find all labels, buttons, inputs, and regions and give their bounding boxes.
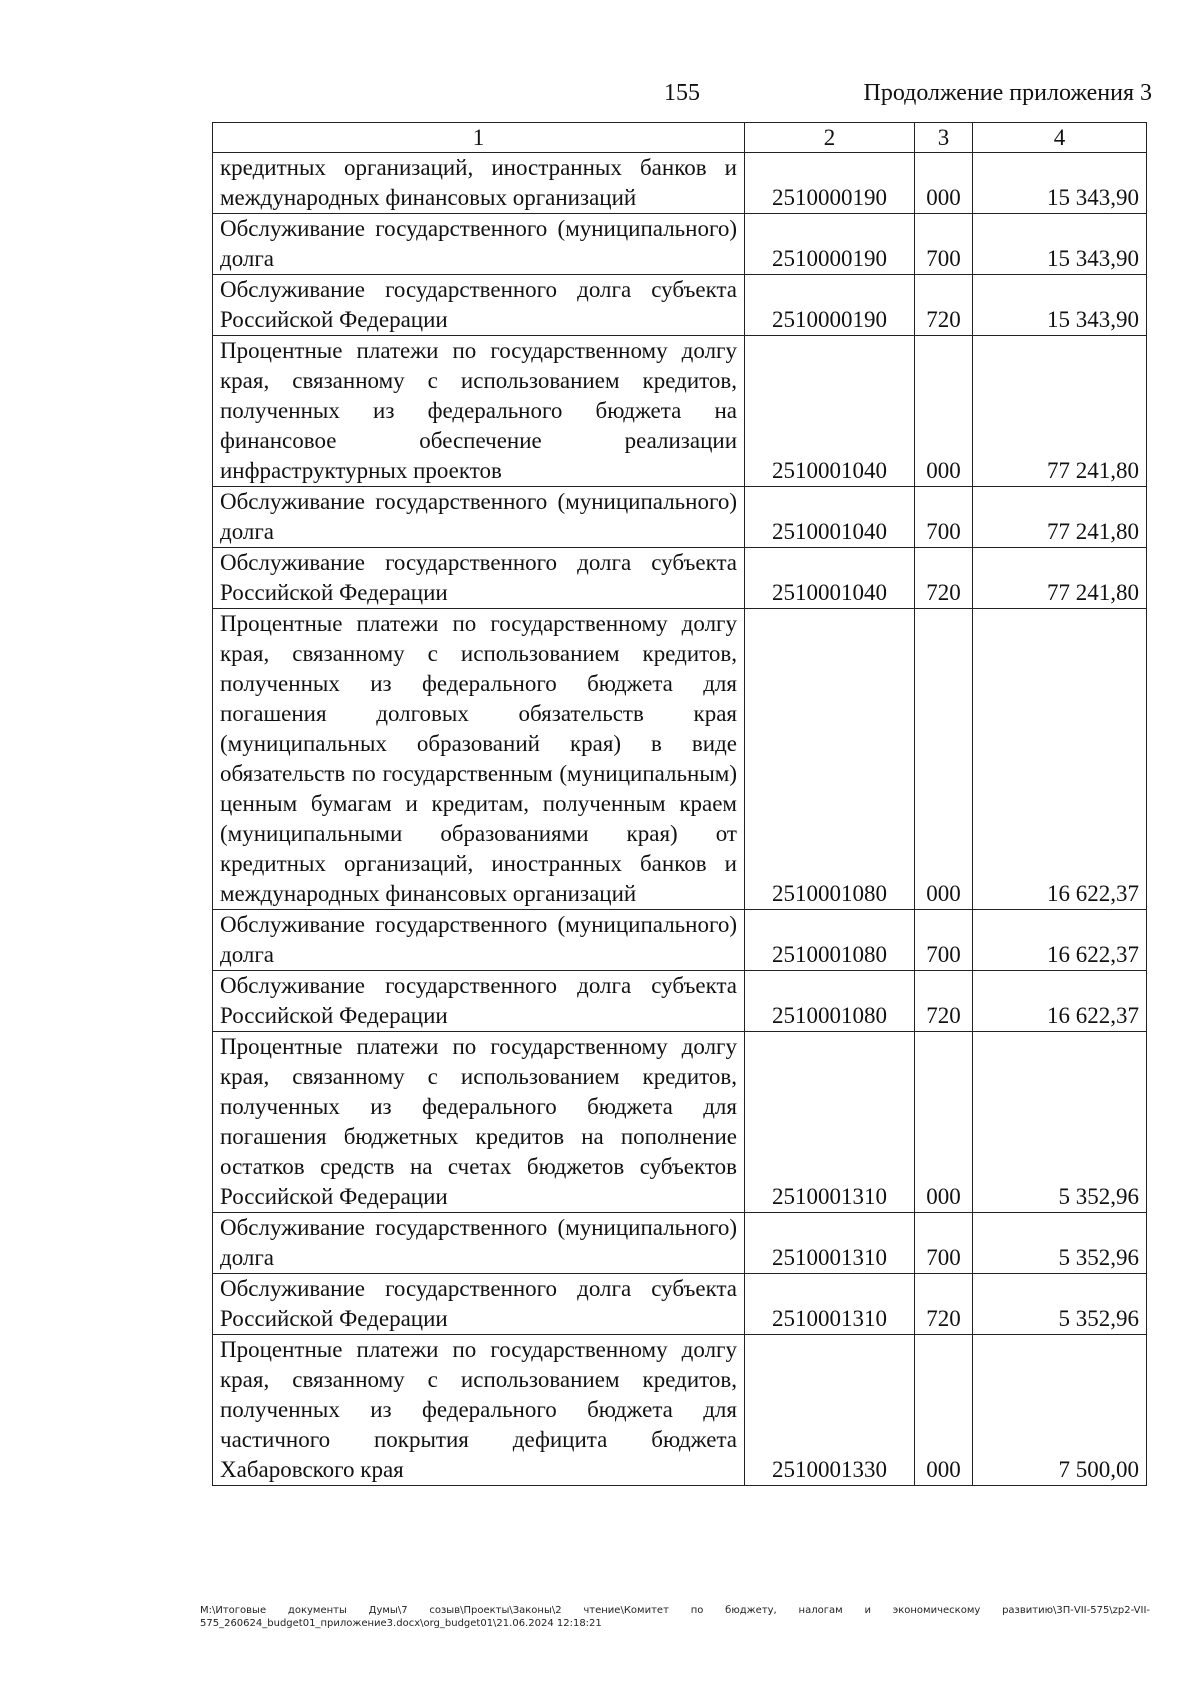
row-target-code: 2510001080 (745, 609, 915, 910)
row-description: Обслуживание государственного (муниципального) долга (213, 214, 745, 275)
row-target-code: 2510001310 (745, 1274, 915, 1335)
row-target-code: 2510001040 (745, 548, 915, 609)
row-expense-type: 720 (915, 1274, 973, 1335)
table-header (213, 123, 1147, 153)
row-target-code: 2510001080 (745, 910, 915, 971)
row-amount: 15 343,90 (973, 153, 1147, 214)
row-description: Процентные платежи по государственному долгу края, связанному с использованием кредитов, полученных из федерального бюджета для погашения бюджетных кредитов на пополнение остатков средств на счетах бюджетов субъектов Российской Федерации (213, 1032, 745, 1213)
row-expense-type: 700 (915, 910, 973, 971)
row-target-code: 2510001310 (745, 1032, 915, 1213)
table-row (213, 1213, 1147, 1274)
row-target-code: 2510000190 (745, 153, 915, 214)
row-target-code: 2510001040 (745, 336, 915, 487)
row-amount: 15 343,90 (973, 214, 1147, 275)
document-path-footer: M:\Итоговые документы Думы\7 созыв\Проекты\Законы\2 чтение\Комитет по бюджету, налогам и экономическому развитию\3П-VII-575\zp2-VII-575_260624_budget01_приложение3.docx\org_budget01\21.06.2024 12:18:21 (200, 1605, 1150, 1629)
table-row (213, 336, 1147, 487)
page-number: 155 (664, 80, 700, 106)
row-target-code: 2510001040 (745, 487, 915, 548)
row-description: кредитных организаций, иностранных банков и международных финансовых организаций (213, 153, 745, 214)
table-row (213, 487, 1147, 548)
row-amount: 77 241,80 (973, 336, 1147, 487)
row-expense-type: 000 (915, 1032, 973, 1213)
row-expense-type: 700 (915, 487, 973, 548)
table-body (213, 153, 1147, 1486)
row-description: Обслуживание государственного долга субъекта Российской Федерации (213, 548, 745, 609)
row-expense-type: 000 (915, 1335, 973, 1486)
row-amount: 5 352,96 (973, 1032, 1147, 1213)
table-row (213, 971, 1147, 1032)
table-row (213, 910, 1147, 971)
row-amount: 15 343,90 (973, 275, 1147, 336)
row-expense-type: 700 (915, 1213, 973, 1274)
table-row (213, 1274, 1147, 1335)
table-row (213, 1032, 1147, 1213)
row-description: Обслуживание государственного долга субъекта Российской Федерации (213, 275, 745, 336)
row-amount: 16 622,37 (973, 910, 1147, 971)
table-row (213, 275, 1147, 336)
row-amount: 16 622,37 (973, 971, 1147, 1032)
row-description: Обслуживание государственного (муниципального) долга (213, 1213, 745, 1274)
row-description: Обслуживание государственного долга субъекта Российской Федерации (213, 1274, 745, 1335)
row-target-code: 2510001310 (745, 1213, 915, 1274)
row-expense-type: 000 (915, 609, 973, 910)
table-row (213, 214, 1147, 275)
column-header-2: 2 (745, 123, 915, 153)
row-expense-type: 720 (915, 971, 973, 1032)
row-description: Процентные платежи по государственному долгу края, связанному с использованием кредитов, полученных из федерального бюджета на финансовое обеспечение реализации инфраструктурных проектов (213, 336, 745, 487)
column-header-4: 4 (973, 123, 1147, 153)
row-description: Обслуживание государственного долга субъекта Российской Федерации (213, 971, 745, 1032)
row-target-code: 2510000190 (745, 214, 915, 275)
table-row (213, 609, 1147, 910)
row-amount: 77 241,80 (973, 548, 1147, 609)
row-description: Обслуживание государственного (муниципального) долга (213, 487, 745, 548)
table-row (213, 1335, 1147, 1486)
row-amount: 5 352,96 (973, 1213, 1147, 1274)
row-expense-type: 720 (915, 548, 973, 609)
row-expense-type: 720 (915, 275, 973, 336)
header-row (213, 123, 1147, 153)
column-header-1: 1 (213, 123, 745, 153)
row-expense-type: 000 (915, 153, 973, 214)
column-header-3: 3 (915, 123, 973, 153)
row-target-code: 2510000190 (745, 275, 915, 336)
row-description: Обслуживание государственного (муниципального) долга (213, 910, 745, 971)
row-amount: 7 500,00 (973, 1335, 1147, 1486)
row-expense-type: 700 (915, 214, 973, 275)
table-row (213, 153, 1147, 214)
row-amount: 16 622,37 (973, 609, 1147, 910)
continuation-label: Продолжение приложения 3 (863, 80, 1152, 106)
row-expense-type: 000 (915, 336, 973, 487)
row-amount: 5 352,96 (973, 1274, 1147, 1335)
row-target-code: 2510001080 (745, 971, 915, 1032)
row-amount: 77 241,80 (973, 487, 1147, 548)
row-target-code: 2510001330 (745, 1335, 915, 1486)
table-row (213, 548, 1147, 609)
budget-table (212, 122, 1147, 1486)
row-description: Процентные платежи по государственному долгу края, связанному с использованием кредитов, полученных из федерального бюджета для погашения долговых обязательств края (муниципальных образований края) в виде обязательств по государственным (муниципальным) ценным бумагам и кредитам, полученным краем (муниципальными образованиями края) от кредитных организаций, иностранных банков и международных финансовых организаций (213, 609, 745, 910)
row-description: Процентные платежи по государственному долгу края, связанному с использованием кредитов, полученных из федерального бюджета для частичного покрытия дефицита бюджета Хабаровского края (213, 1335, 745, 1486)
